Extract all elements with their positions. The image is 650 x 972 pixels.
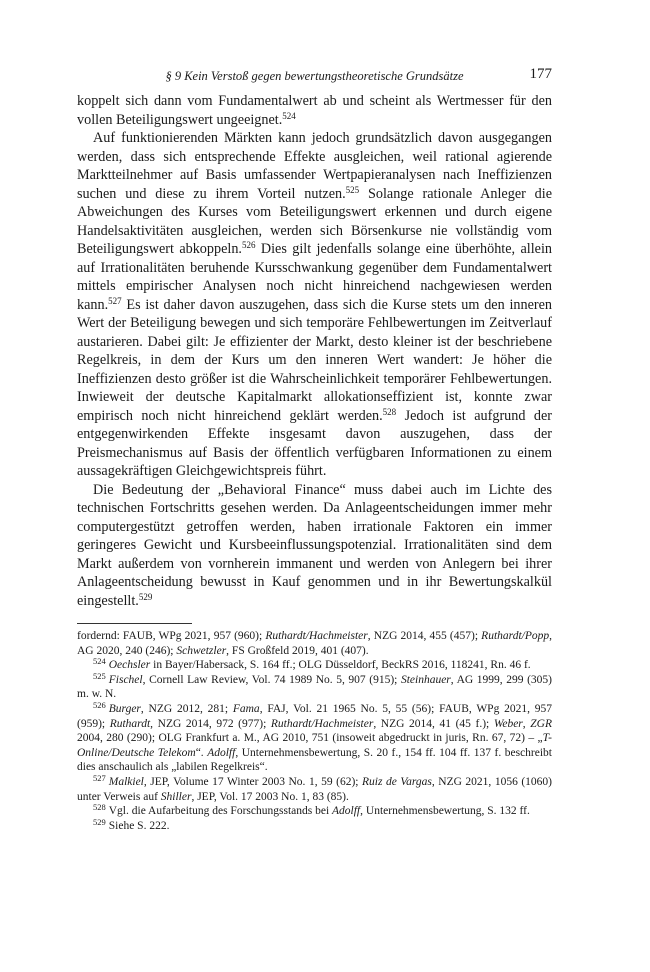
footnote-text: , JEP, Vol. 17 2003 No. 1, 83 (85). xyxy=(191,790,349,803)
footnote-529 xyxy=(77,816,552,834)
footnote-text: , JEP, Volume 17 Winter 2003 No. 1, 59 (62); xyxy=(143,775,362,788)
footnote-text: , Unternehmensbewertung, S. 20 f., 154 ff. 104 ff. 137 f. beschreibt dies anschaulich als „labilen Regelkreis“. xyxy=(77,746,553,774)
footnote-number: 524 xyxy=(93,656,106,667)
footnote-text: , NZG 2021, 1056 (1060) unter Verweis auf xyxy=(77,775,553,803)
body-text xyxy=(77,92,552,610)
paragraph-text: Solange rationale Anleger die Abweichungen des Kurses vom Beteiligungswert erkennen und durch eigene Handelsaktivitäten ausgleichen, werden sich Börsenkurse nie vollständig vom Beteiligungswert abkoppeln. xyxy=(77,185,552,257)
footnote-text: Vgl. die Aufarbeitung des Forschungsstands bei xyxy=(108,805,333,818)
footnote-text: , FAJ, Vol. 21 1965 No. 5, 55 (56); FAUB, WPg 2021, 957 (959); xyxy=(77,702,552,730)
page-header xyxy=(77,66,552,86)
footnote-text: 2004, 280 (290); OLG Frankfurt a. M., AG 2010, 751 (insoweit abgedruckt in juris, Rn. 67, 72) – „ xyxy=(77,732,543,745)
author-name: Adolff xyxy=(332,805,361,818)
author-name: Fischel xyxy=(108,673,143,686)
paragraph-text: Die Bedeutung der „Behavioral Finance“ muss dabei auch im Lichte des technischen Fortschritts gesehen werden. Da Anlageentscheidungen immer mehr computergestützt getroffen werden, haben irrationale Faktoren ein immer geringeres Gewicht und Kursbeeinflussungspotenzial. Irrationalitäten sind dem Markt außerdem von vornherein immanent und werden von Anlegern bei ihrer Anlageentscheidung bewusst in Kauf genommen und in ihr Bewertungskalkül eingestellt. xyxy=(77,481,552,609)
footnote-text: fordernd: FAUB, WPg 2021, 957 (960); xyxy=(77,630,266,642)
paragraph-text: Es ist daher davon auszugehen, dass sich die Kurse stets um den inneren Wert der Beteiligung bewegen und sich temporäre Fehlbewertungen im Zeitverlauf austarieren. Dabei gilt: Je effizienter der Markt, desto kleiner ist der beschriebene Regelkreis, in dem der Kurs um den inneren Wert wandert: Je höher die Ineffizienzen desto größer ist die Wahrscheinlichkeit temporärer Fehlbewertungen. Inwieweit der deutsche Kapitalmarkt allokationseffizient ist, konnte zwar empirisch noch nicht hinreichend geklärt werden. xyxy=(77,296,552,424)
paragraph-text: Dies gilt jedenfalls solange eine überhöhte, allein auf Irrationalitäten beruhende Kursschwankung gegenüber dem Fundamentalwert mittels empirischer Analysen noch nicht hinreichend nachgewiesen werden kann. xyxy=(77,241,552,313)
footnote-text: Siehe S. 222. xyxy=(108,819,170,832)
footnote-ref-527[interactable]: 527 xyxy=(108,295,122,306)
case-name: T-Online/Deutsche Telekom xyxy=(77,732,552,759)
author-name: Adolff xyxy=(207,746,236,759)
footnote-text: , AG 2020, 240 (246); xyxy=(77,630,552,657)
paragraph-3 xyxy=(77,481,552,611)
paragraph-text: Jedoch ist aufgrund der entgegenwirkenden Effekte insgesamt davon auszugehen, dass der Preismechanismus auf Basis der öffentlich verfügbaren Informationen zu einem aussagekräftigen Gleichgewichtspreis führt. xyxy=(77,407,552,479)
footnote-separator xyxy=(77,623,192,624)
footnote-526 xyxy=(77,699,553,775)
author-name: Steinhauer xyxy=(400,673,451,686)
paragraph-1 xyxy=(77,92,552,129)
footnote-ref-529[interactable]: 529 xyxy=(138,591,153,602)
footnotes xyxy=(77,629,552,833)
author-name: Weber xyxy=(493,717,523,730)
author-name: Ruthardt/Hachmeister xyxy=(270,717,374,730)
footnote-528 xyxy=(77,804,552,819)
paragraph-2 xyxy=(77,129,552,481)
author-name: Ruiz de Vargas xyxy=(362,775,432,788)
footnote-525 xyxy=(77,670,553,702)
footnote-number: 529 xyxy=(93,816,106,827)
footnote-527 xyxy=(77,772,553,804)
footnote-524 xyxy=(77,658,552,673)
footnote-text: , xyxy=(522,717,531,730)
footnote-ref-528[interactable]: 528 xyxy=(382,406,397,417)
footnote-number: 525 xyxy=(93,670,106,681)
author-name: Ruthardt xyxy=(109,717,151,730)
footnote-number: 528 xyxy=(93,802,106,813)
author-name: Fama xyxy=(232,702,260,715)
footnote-text: , NZG 2012, 281; xyxy=(140,702,233,715)
page-number: 177 xyxy=(529,66,552,82)
paragraph-text: Auf funktionierenden Märkten kann jedoch grundsätzlich davon ausgegangen werden, dass sich entsprechende Effekte ausgleichen, weil rational agierende Marktteilnehmer auf Basis umfassender Wertpapieranalysen nach Ineffizienzen suchen und diese zu ihrem Vorteil nutzen. xyxy=(77,130,552,202)
footnote-ref-525[interactable]: 525 xyxy=(345,184,360,195)
footnote-text: , NZG 2014, 972 (977); xyxy=(150,717,271,730)
footnote-text: , Cornell Law Review, Vol. 74 1989 No. 5, 907 (915); xyxy=(142,673,401,686)
author-name: Schwetzler xyxy=(176,644,227,657)
footnote-number: 526 xyxy=(93,699,106,710)
author-name: Ruthardt/Hachmeister xyxy=(265,630,368,642)
footnote-ref-526[interactable]: 526 xyxy=(241,240,256,250)
author-name: Oechsler xyxy=(108,659,151,672)
footnote-text: “. xyxy=(195,746,208,759)
author-name: Burger xyxy=(108,702,141,715)
author-name: Ruthardt/Popp xyxy=(481,630,550,642)
paragraph-text: koppelt sich dann vom Fundamentalwert ab und scheint als Wertmesser für den vollen Beteiligungswert ungeeignet. xyxy=(77,93,552,128)
footnote-continued xyxy=(77,629,552,658)
author-name: Shiller xyxy=(160,790,192,803)
footnote-text: , Unternehmensbewertung, S. 132 ff. xyxy=(360,805,530,818)
footnote-text: in Bayer/Habersack, S. 164 ff.; OLG Düsseldorf, BeckRS 2016, 118241, Rn. 46 f. xyxy=(150,659,531,672)
footnote-text: , NZG 2014, 455 (457); xyxy=(367,630,482,642)
journal-name: ZGR xyxy=(530,717,552,730)
footnote-text: , AG 1999, 299 (305) m. w. N. xyxy=(77,673,553,701)
footnote-text: , FS Großfeld 2019, 401 (407). xyxy=(226,644,369,657)
footnote-text: , NZG 2014, 41 (45 f.); xyxy=(373,717,494,730)
footnote-ref-524[interactable]: 524 xyxy=(282,110,296,121)
running-head: § 9 Kein Verstoß gegen bewertungstheoretische Grundsätze xyxy=(165,69,464,83)
author-name: Malkiel xyxy=(108,775,144,788)
footnote-number: 527 xyxy=(93,772,106,783)
